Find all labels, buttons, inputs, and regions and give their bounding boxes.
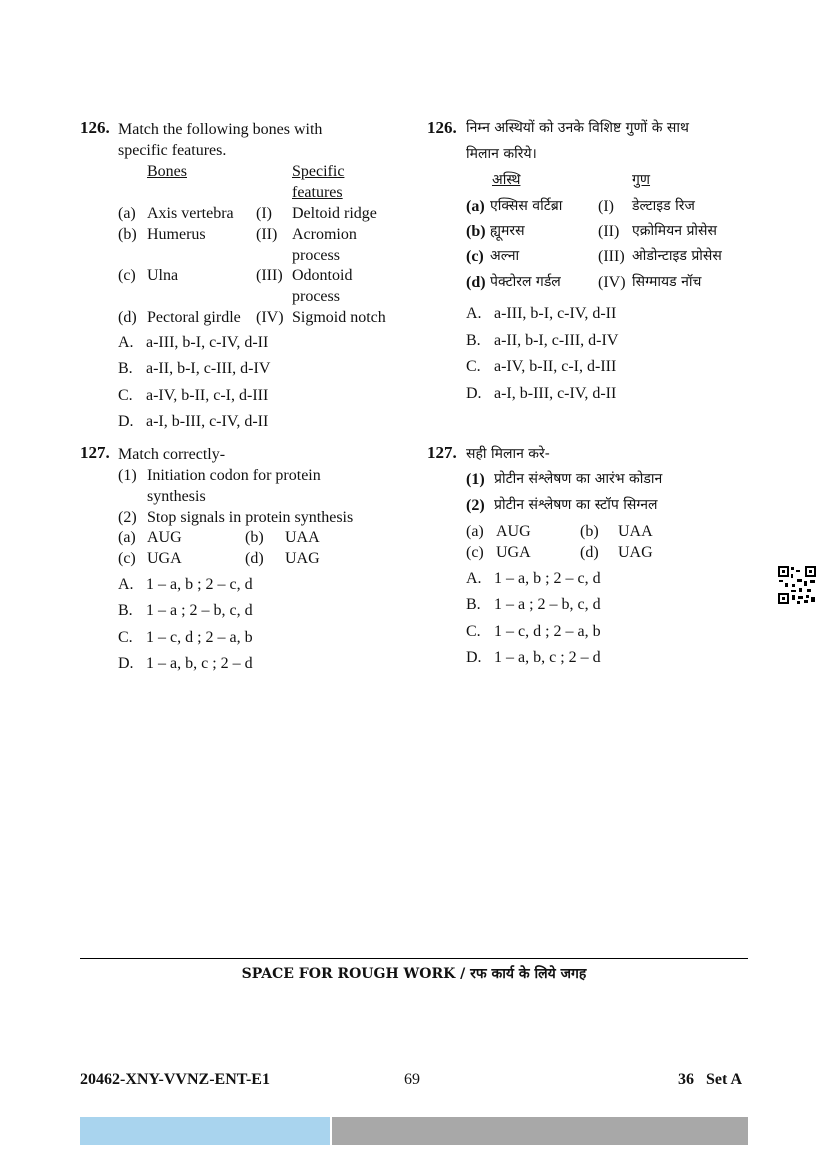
code-label: (d) <box>245 550 264 567</box>
option-text: a-II, b-I, c-III, d-IV <box>494 332 619 349</box>
code-text: UAA <box>285 529 320 546</box>
row-label: (IV) <box>256 309 284 326</box>
column-header: गुण <box>632 172 651 188</box>
rough-work-label: SPACE FOR ROUGH WORK / रफ कार्य के लिये जगह <box>241 966 587 982</box>
row-label: (II) <box>256 226 278 243</box>
option-label: C. <box>466 358 481 375</box>
code-label: (d) <box>580 544 599 561</box>
option-text: 1 – a ; 2 – b, c, d <box>494 596 601 613</box>
row-label: (d) <box>466 274 486 291</box>
item-text: Stop signals in protein synthesis <box>147 509 354 526</box>
question-stem: सही मिलान करे- <box>466 446 550 462</box>
option-text: 1 – a, b, c ; 2 – d <box>146 655 253 672</box>
option-c[interactable] <box>466 622 601 642</box>
row-text: Axis vertebra <box>147 205 234 222</box>
row-text: डेल्टाइड रिज <box>632 198 695 214</box>
option-b[interactable] <box>466 595 601 615</box>
row-text: Odontoid <box>292 267 353 284</box>
option-c[interactable] <box>466 357 616 377</box>
code-label: (b) <box>245 529 264 546</box>
option-a[interactable] <box>118 333 268 353</box>
code-text: UAG <box>618 544 653 561</box>
row-label: (III) <box>256 267 283 284</box>
question-number: 127. <box>80 443 110 462</box>
code-label: (a) <box>118 529 136 546</box>
option-a[interactable] <box>118 575 253 595</box>
option-label: C. <box>466 623 481 640</box>
code-label: (c) <box>118 550 136 567</box>
row-text: process <box>292 247 340 264</box>
row-text: process <box>292 288 340 305</box>
code-text: AUG <box>496 523 531 540</box>
code-text: UAA <box>618 523 653 540</box>
row-label: (c) <box>466 248 484 265</box>
option-label: C. <box>118 629 133 646</box>
page-count: 36 <box>678 1071 694 1088</box>
option-d[interactable] <box>466 384 616 404</box>
page-number: 69 <box>404 1071 420 1088</box>
option-text: a-II, b-I, c-III, d-IV <box>146 360 271 377</box>
code-text: UGA <box>496 544 531 561</box>
item-text: प्रोटीन संश्लेषण का स्टॉप सिग्नल <box>494 497 658 513</box>
column-header: Bones <box>147 163 187 180</box>
row-label: (I) <box>598 198 614 215</box>
row-text: ओडोन्टाइड प्रोसेस <box>632 248 722 264</box>
footer-bar-gray <box>332 1117 748 1145</box>
option-d[interactable] <box>466 648 601 668</box>
set-label: Set A <box>706 1071 742 1088</box>
row-text: पेक्टोरल गर्डल <box>490 274 561 290</box>
option-b[interactable] <box>118 359 270 379</box>
code-text: UAG <box>285 550 320 567</box>
column-header: features <box>292 184 343 201</box>
row-text: अल्ना <box>490 248 520 264</box>
row-text: Pectoral girdle <box>147 309 241 326</box>
row-label: (IV) <box>598 274 626 291</box>
question-stem: specific features. <box>118 142 227 159</box>
option-label: C. <box>118 387 133 404</box>
option-text: 1 – a, b ; 2 – c, d <box>146 576 253 593</box>
column-header: Specific <box>292 163 345 180</box>
row-text: Acromion <box>292 226 357 243</box>
row-label: (I) <box>256 205 272 222</box>
question-number: 126. <box>80 118 110 137</box>
row-text: Ulna <box>147 267 179 284</box>
row-label: (II) <box>598 223 620 240</box>
row-text: एक्रोमियन प्रोसेस <box>632 223 717 239</box>
option-text: 1 – a, b ; 2 – c, d <box>494 570 601 587</box>
option-text: a-I, b-III, c-IV, d-II <box>146 413 269 430</box>
row-text: ह्यूमरस <box>490 223 525 239</box>
row-label: (d) <box>118 309 137 326</box>
column-header: अस्थि <box>492 172 521 188</box>
row-text: Humerus <box>147 226 206 243</box>
question-stem: निम्न अस्थियों को उनके विशिष्ट गुणों के साथ <box>466 120 689 136</box>
option-label: D. <box>118 655 134 672</box>
option-text: a-IV, b-II, c-I, d-III <box>146 387 269 404</box>
row-label: (c) <box>118 267 136 284</box>
option-a[interactable] <box>466 569 601 589</box>
option-label: B. <box>466 596 481 613</box>
option-label: D. <box>466 385 482 402</box>
row-label: (a) <box>466 198 485 215</box>
option-a[interactable] <box>466 304 616 324</box>
option-c[interactable] <box>118 386 268 406</box>
item-label: (1) <box>118 467 137 484</box>
option-text: 1 – a, b, c ; 2 – d <box>494 649 601 666</box>
question-number: 126. <box>427 118 457 137</box>
item-text: Initiation codon for protein <box>147 467 321 484</box>
option-text: 1 – a ; 2 – b, c, d <box>146 602 253 619</box>
row-text: एक्सिस वर्टिब्रा <box>490 198 563 214</box>
row-text: Deltoid ridge <box>292 205 377 222</box>
question-stem: Match the following bones with <box>118 121 323 138</box>
option-text: a-III, b-I, c-IV, d-II <box>146 334 269 351</box>
option-b[interactable] <box>466 331 618 351</box>
option-text: 1 – c, d ; 2 – a, b <box>146 629 253 646</box>
question-stem: मिलान करिये। <box>466 146 537 162</box>
option-text: a-IV, b-II, c-I, d-III <box>494 358 617 375</box>
option-d[interactable] <box>118 654 253 674</box>
option-label: D. <box>466 649 482 666</box>
code-label: (b) <box>580 523 599 540</box>
code-label: (a) <box>466 523 484 540</box>
item-label: (1) <box>466 471 485 488</box>
row-label: (a) <box>118 205 136 222</box>
qr-code-icon <box>777 565 817 605</box>
option-label: A. <box>118 334 134 351</box>
divider <box>80 958 748 959</box>
option-label: A. <box>118 576 134 593</box>
option-text: a-I, b-III, c-IV, d-II <box>494 385 617 402</box>
row-text: सिग्मायड नॉच <box>632 274 702 290</box>
option-b[interactable] <box>118 601 253 621</box>
item-text: synthesis <box>147 488 206 505</box>
option-d[interactable] <box>118 412 268 432</box>
option-text: 1 – c, d ; 2 – a, b <box>494 623 601 640</box>
option-label: B. <box>118 602 133 619</box>
row-text: Sigmoid notch <box>292 309 386 326</box>
paper-code: 20462-XNY-VVNZ-ENT-E1 <box>80 1071 270 1088</box>
code-label: (c) <box>466 544 484 561</box>
question-number: 127. <box>427 443 457 462</box>
option-label: A. <box>466 570 482 587</box>
question-stem: Match correctly- <box>118 446 226 463</box>
row-label: (b) <box>118 226 137 243</box>
item-label: (2) <box>466 497 485 514</box>
item-text: प्रोटीन संश्लेषण का आरंभ कोडान <box>494 471 663 487</box>
option-label: A. <box>466 305 482 322</box>
row-label: (III) <box>598 248 625 265</box>
code-text: UGA <box>147 550 182 567</box>
row-label: (b) <box>466 223 486 240</box>
option-text: a-III, b-I, c-IV, d-II <box>494 305 617 322</box>
code-text: AUG <box>147 529 182 546</box>
option-label: D. <box>118 413 134 430</box>
item-label: (2) <box>118 509 137 526</box>
footer-bar-blue <box>80 1117 330 1145</box>
option-label: B. <box>118 360 133 377</box>
option-c[interactable] <box>118 628 253 648</box>
option-label: B. <box>466 332 481 349</box>
